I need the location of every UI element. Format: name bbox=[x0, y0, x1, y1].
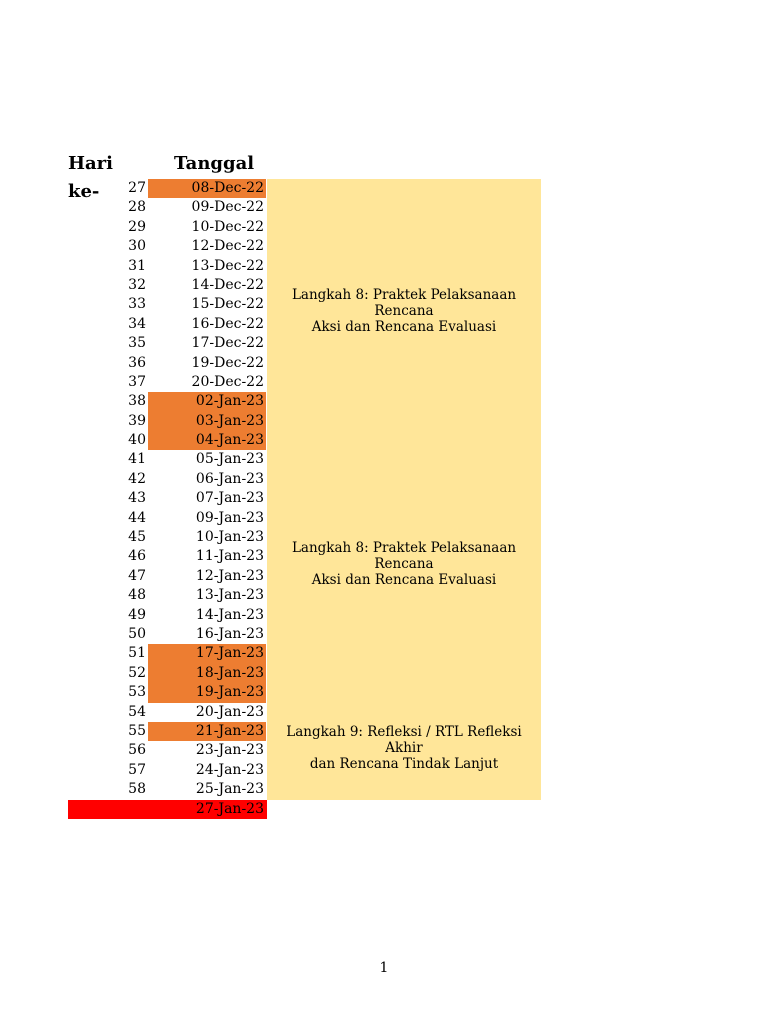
date-cell: 25-Jan-23 bbox=[195, 781, 264, 798]
table-row bbox=[68, 664, 268, 683]
table-row bbox=[68, 237, 268, 256]
day-number: 57 bbox=[128, 761, 146, 778]
table-row bbox=[68, 606, 268, 625]
table-row bbox=[68, 528, 268, 547]
day-number: 37 bbox=[128, 373, 146, 390]
activity-note bbox=[267, 540, 541, 588]
date-cell: 10-Dec-22 bbox=[191, 218, 264, 235]
day-number: 42 bbox=[128, 470, 146, 487]
day-number: 43 bbox=[128, 490, 146, 507]
activity-band bbox=[267, 179, 541, 800]
table-row bbox=[68, 450, 268, 469]
date-cell: 08-Dec-22 bbox=[148, 179, 266, 198]
day-number: 58 bbox=[128, 781, 146, 798]
table-row bbox=[68, 547, 268, 566]
table-row bbox=[68, 703, 268, 722]
date-cell: 09-Jan-23 bbox=[195, 509, 264, 526]
date-cell: 11-Jan-23 bbox=[195, 548, 264, 565]
date-cell: 07-Jan-23 bbox=[195, 490, 264, 507]
table-row bbox=[68, 509, 268, 528]
date-cell: 13-Jan-23 bbox=[195, 587, 264, 604]
date-cell: 02-Jan-23 bbox=[148, 392, 266, 411]
date-cell: 27-Jan-23 bbox=[195, 800, 264, 817]
activity-note-line: Langkah 8: Praktek Pelaksanaan Rencana bbox=[291, 540, 517, 572]
table-row bbox=[68, 800, 267, 819]
table-row bbox=[68, 257, 268, 276]
activity-note-line: Langkah 9: Refleksi / RTL Refleksi Akhir bbox=[286, 724, 522, 756]
day-number: 55 bbox=[128, 722, 146, 739]
activity-note bbox=[267, 287, 541, 335]
date-cell: 15-Dec-22 bbox=[191, 296, 264, 313]
activity-note-line: Aksi dan Rencana Evaluasi bbox=[311, 319, 497, 335]
day-number: 36 bbox=[128, 354, 146, 371]
day-number: 47 bbox=[128, 567, 146, 584]
schedule-rows bbox=[68, 179, 268, 819]
table-row bbox=[68, 741, 268, 760]
day-number: 48 bbox=[128, 587, 146, 604]
activity-note-line: Langkah 8: Praktek Pelaksanaan Rencana bbox=[291, 287, 517, 319]
table-row bbox=[68, 683, 268, 702]
day-number: 40 bbox=[128, 432, 146, 449]
table-row bbox=[68, 780, 268, 799]
table-row bbox=[68, 586, 268, 605]
date-cell: 14-Jan-23 bbox=[195, 606, 264, 623]
date-cell: 12-Jan-23 bbox=[195, 567, 264, 584]
table-row bbox=[68, 315, 268, 334]
table-row bbox=[68, 179, 268, 198]
day-number: 39 bbox=[128, 412, 146, 429]
date-cell: 05-Jan-23 bbox=[195, 451, 264, 468]
date-cell: 24-Jan-23 bbox=[195, 761, 264, 778]
date-cell: 14-Dec-22 bbox=[191, 276, 264, 293]
day-number: 32 bbox=[128, 276, 146, 293]
day-number: 45 bbox=[128, 529, 146, 546]
day-number: 56 bbox=[128, 742, 146, 759]
day-number: 27 bbox=[128, 180, 146, 196]
table-row bbox=[68, 644, 268, 663]
table-row bbox=[68, 354, 268, 373]
day-number: 31 bbox=[128, 257, 146, 274]
day-number: 30 bbox=[128, 238, 146, 255]
day-number: 28 bbox=[128, 199, 146, 216]
date-cell: 19-Dec-22 bbox=[191, 354, 264, 371]
day-number: 44 bbox=[128, 509, 146, 526]
date-cell: 16-Dec-22 bbox=[191, 315, 264, 332]
table-row bbox=[68, 489, 268, 508]
table-row bbox=[68, 431, 268, 450]
day-number: 41 bbox=[128, 451, 146, 468]
date-cell: 20-Dec-22 bbox=[191, 373, 264, 390]
table-row bbox=[68, 198, 268, 217]
day-number: 51 bbox=[128, 645, 146, 662]
table-row bbox=[68, 218, 268, 237]
activity-note bbox=[267, 724, 541, 772]
day-number: 53 bbox=[128, 684, 146, 701]
activity-note-line: Aksi dan Rencana Evaluasi bbox=[311, 572, 497, 588]
day-number: 38 bbox=[128, 393, 146, 410]
table-row bbox=[68, 625, 268, 644]
day-number: 35 bbox=[128, 335, 146, 352]
day-number: 29 bbox=[128, 218, 146, 235]
day-number: 34 bbox=[128, 315, 146, 332]
date-cell: 09-Dec-22 bbox=[191, 199, 264, 216]
table-row bbox=[68, 412, 268, 431]
date-cell: 18-Jan-23 bbox=[148, 664, 266, 683]
day-number: 49 bbox=[128, 606, 146, 623]
date-cell: 16-Jan-23 bbox=[195, 625, 264, 642]
date-cell: 04-Jan-23 bbox=[148, 431, 266, 450]
day-number: 50 bbox=[128, 625, 146, 642]
table-row bbox=[68, 373, 268, 392]
table-row bbox=[68, 334, 268, 353]
date-cell: 21-Jan-23 bbox=[148, 722, 266, 741]
column-header-day: Hari ke- bbox=[68, 153, 113, 202]
day-number: 54 bbox=[128, 703, 146, 720]
date-cell: 12-Dec-22 bbox=[191, 238, 264, 255]
column-header-date: Tanggal bbox=[174, 153, 255, 174]
day-number: 52 bbox=[128, 664, 146, 681]
day-number: 33 bbox=[128, 296, 146, 313]
date-cell: 23-Jan-23 bbox=[195, 742, 264, 759]
table-row bbox=[68, 392, 268, 411]
date-cell: 03-Jan-23 bbox=[148, 412, 266, 431]
table-row bbox=[68, 470, 268, 489]
date-cell: 19-Jan-23 bbox=[148, 683, 266, 702]
table-row bbox=[68, 722, 268, 741]
activity-note-line: dan Rencana Tindak Lanjut bbox=[309, 756, 499, 772]
table-row bbox=[68, 295, 268, 314]
table-row bbox=[68, 276, 268, 295]
date-cell: 06-Jan-23 bbox=[195, 470, 264, 487]
date-cell: 17-Dec-22 bbox=[191, 335, 264, 352]
table-row bbox=[68, 761, 268, 780]
day-number: 46 bbox=[128, 548, 146, 565]
page-number: 1 bbox=[379, 960, 389, 976]
table-row bbox=[68, 567, 268, 586]
date-cell: 20-Jan-23 bbox=[195, 703, 264, 720]
date-cell: 13-Dec-22 bbox=[191, 257, 264, 274]
date-cell: 10-Jan-23 bbox=[195, 529, 264, 546]
date-cell: 17-Jan-23 bbox=[148, 644, 266, 663]
